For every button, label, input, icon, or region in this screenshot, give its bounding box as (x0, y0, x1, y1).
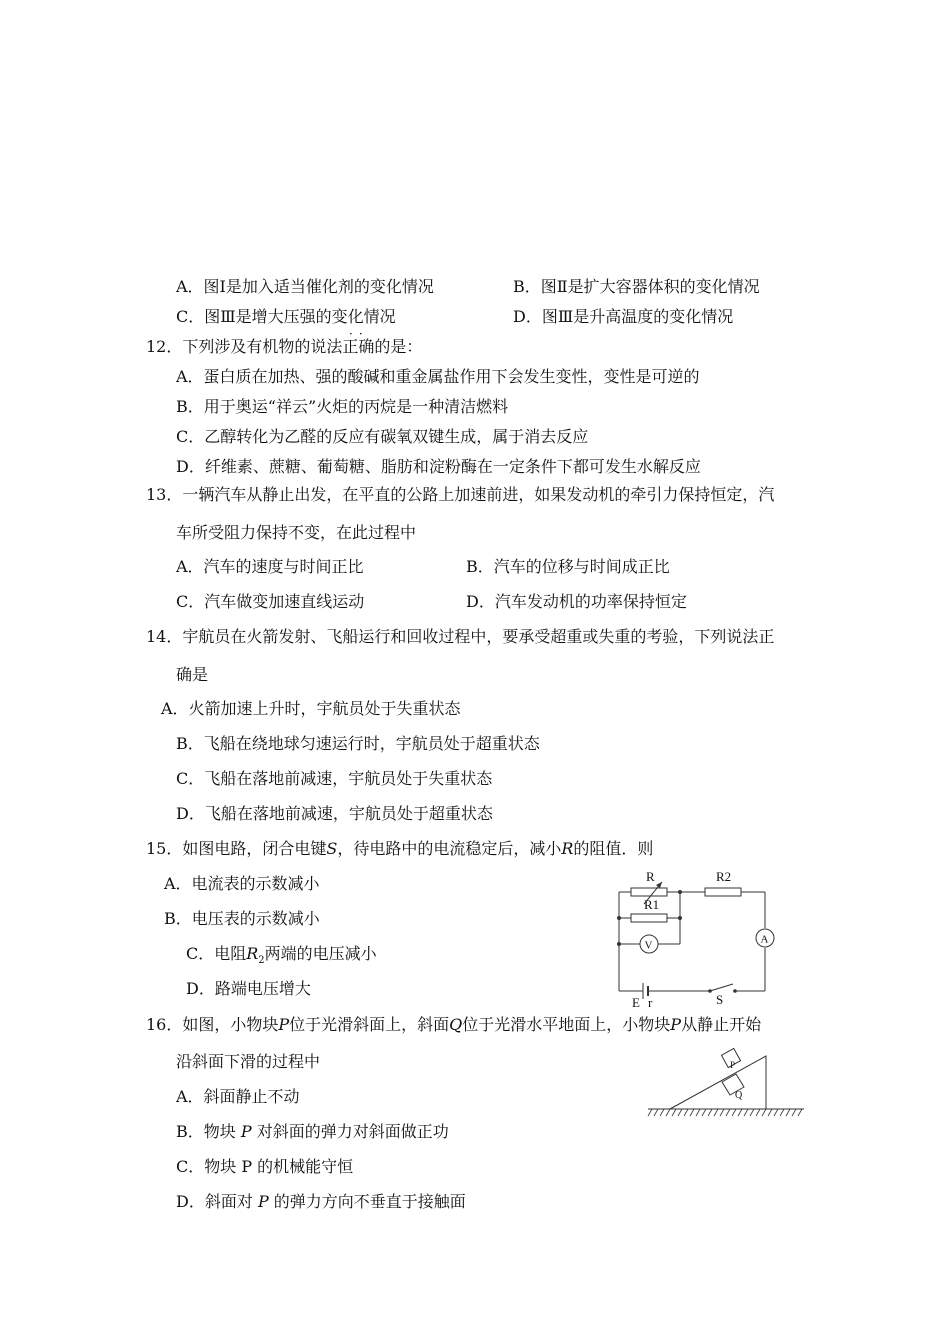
q14-stem-line1: 14．宇航员在火箭发射、飞船运行和回收过程中，要承受超重或失重的考验，下列说法正 (146, 627, 775, 646)
q11-option-a: A．图Ⅰ是加入适当催化剂的变化情况 (176, 277, 434, 296)
q15-stem-text: ，待电路中的电流稳定后，减小 (337, 839, 562, 858)
label-r1: R1 (644, 897, 660, 912)
q12-option-d: D．纤维素、蔗糖、葡萄糖、脂肪和淀粉酶在一定条件下都可发生水解反应 (176, 457, 701, 476)
q14-option-d: D．飞船在落地前减速，宇航员处于超重状态 (176, 804, 493, 823)
circuit-diagram (610, 864, 780, 1014)
emphasis-dots: ·· (349, 327, 369, 341)
q16-option-b (176, 1122, 449, 1142)
q15-stem-text: 15．如图电路，闭合电键 (146, 839, 327, 858)
label-r: R (646, 869, 655, 884)
q16-p-symbol: P (670, 1015, 682, 1034)
q16-p-symbol: P (240, 1122, 252, 1141)
q14-stem-line2: 确是 (176, 665, 209, 684)
q16-option-d-text: D．斜面对 (176, 1192, 253, 1211)
q13-stem-line1: 13．一辆汽车从静止出发，在平直的公路上加速前进，如果发动机的牵引力保持恒定，汽 (146, 485, 775, 504)
q16-stem-text: 16．如图，小物块 (146, 1015, 279, 1034)
q12-option-c: C．乙醇转化为乙醛的反应有碳氧双键生成，属于消去反应 (176, 427, 589, 446)
label-s: S (716, 992, 724, 1007)
label-r2: R2 (716, 869, 732, 884)
q16-q-symbol: Q (449, 1015, 463, 1034)
q16-option-c: C．物块 P 的机械能守恒 (176, 1157, 354, 1176)
q15-stem-text: 的阻值．则 (573, 839, 654, 858)
q11-option-b: B．图Ⅱ是扩大容器体积的变化情况 (513, 277, 760, 296)
label-e: E (632, 995, 640, 1010)
q15-option-b: B．电压表的示数减小 (164, 909, 320, 928)
q16-option-d (176, 1192, 466, 1212)
q16-option-b-text: B．物块 (176, 1122, 236, 1141)
q16-p-symbol: P (257, 1192, 269, 1211)
ammeter-label: A (760, 933, 769, 946)
q15-r2-symbol: R (246, 944, 259, 963)
block-p-label: P (730, 1060, 736, 1070)
q11-option-c: C．图Ⅲ是增大压强的变化情况 (176, 307, 396, 326)
label-internal-r: r (648, 995, 653, 1010)
q13-option-d: D．汽车发动机的功率保持恒定 (466, 592, 687, 611)
q15-option-c-text: 两端的电压减小 (264, 944, 377, 963)
voltmeter-label: V (644, 939, 653, 952)
q14-option-a: A．火箭加速上升时，宇航员处于失重状态 (161, 699, 461, 718)
q12-stem: 12．下列涉及有机物的说法正确的是： (146, 337, 423, 356)
q15-resistor-symbol: R (561, 839, 574, 858)
q16-stem-text: 位于光滑水平地面上，小物块 (462, 1015, 671, 1034)
q15-switch-symbol: S (326, 839, 338, 858)
q16-stem-text: 从静止开始 (681, 1015, 762, 1034)
incline-diagram (644, 1046, 806, 1122)
q15-stem (146, 839, 653, 859)
q16-option-b-text: 对斜面的弹力对斜面做正功 (256, 1122, 449, 1141)
q16-stem-line1 (146, 1015, 761, 1035)
q16-stem-line2: 沿斜面下滑的过程中 (176, 1052, 321, 1071)
q11-option-d: D．图Ⅲ是升高温度的变化情况 (513, 307, 734, 326)
incline-q-label: Q (735, 1090, 743, 1101)
q16-option-a: A．斜面静止不动 (176, 1087, 300, 1106)
q15-option-d: D．路端电压增大 (186, 979, 311, 998)
q16-stem-text: 位于光滑斜面上，斜面 (289, 1015, 450, 1034)
q15-option-c (186, 944, 377, 971)
q16-p-symbol: P (278, 1015, 290, 1034)
q14-option-c: C．飞船在落地前减速，宇航员处于失重状态 (176, 769, 493, 788)
q14-option-b: B．飞船在绕地球匀速运行时，宇航员处于超重状态 (176, 734, 540, 753)
q12-option-b: B．用于奥运“祥云”火炬的丙烷是一种清洁燃料 (176, 397, 509, 416)
q13-option-b: B．汽车的位移与时间成正比 (466, 557, 670, 576)
q15-r2-subscript: 2 (258, 955, 265, 967)
q12-option-a: A．蛋白质在加热、强的酸碱和重金属盐作用下会发生变性，变性是可逆的 (176, 367, 700, 386)
q15-option-c-text: C．电阻 (186, 944, 247, 963)
q13-option-c: C．汽车做变加速直线运动 (176, 592, 365, 611)
q15-option-a: A．电流表的示数减小 (164, 874, 320, 893)
q13-stem-line2: 车所受阻力保持不变，在此过程中 (176, 523, 417, 542)
q13-option-a: A．汽车的速度与时间正比 (176, 557, 364, 576)
q16-option-d-text: 的弹力方向不垂直于接触面 (273, 1192, 466, 1211)
